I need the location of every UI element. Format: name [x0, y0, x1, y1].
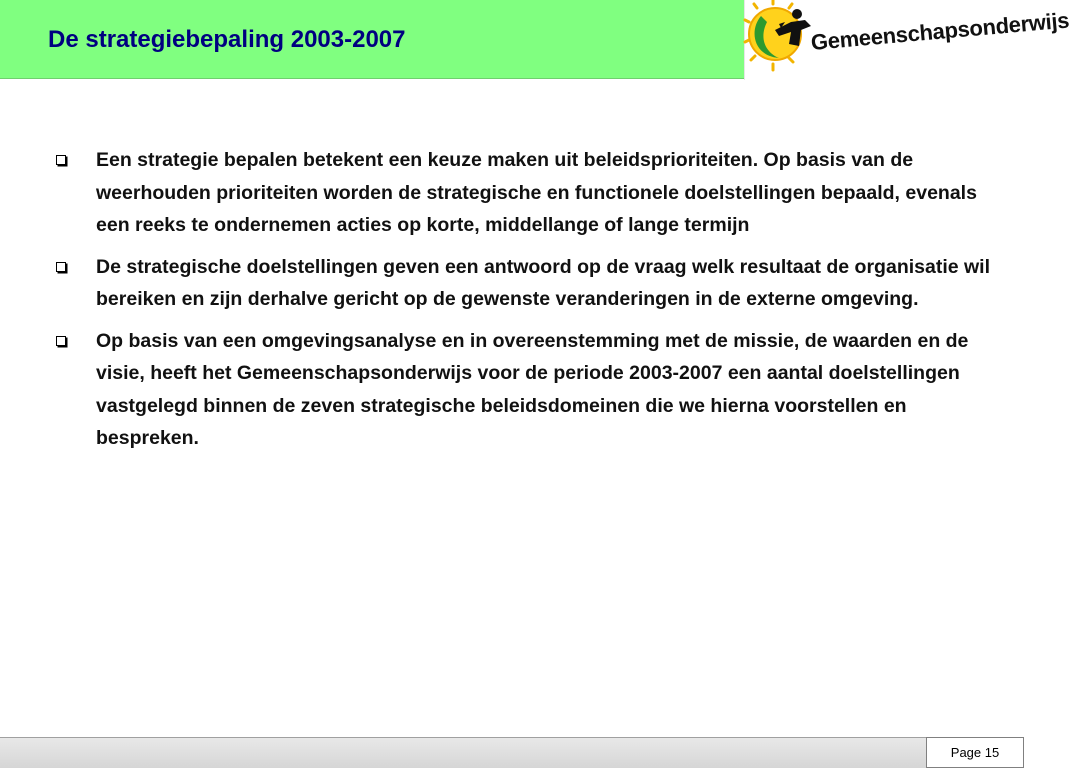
hollow-square-bullet-icon — [56, 336, 66, 346]
bullet-text: Op basis van een omgevingsanalyse en in overeenstemming met de missie, de waarden en de visie, heeft het Gemeenschapsonderwijs voor de periode 2003-2007 een aantal doelstellingen vastgelegd binnen de zeven strategische beleidsdomeinen die we hierna voorstellen en bespreken. — [96, 329, 969, 449]
list-item — [54, 251, 994, 316]
bullet-text: Een strategie bepalen betekent een keuze maken uit beleidsprioriteiten. Op basis van de weerhouden prioriteiten worden de strategische en functionele doelstellingen bepaald, evenals een reeks te ondernemen acties op korte, middellange of lange termijn — [96, 149, 977, 236]
title-bar — [0, 0, 744, 79]
logo-wordmark: Gemeenschapsonderwijs — [809, 7, 1070, 55]
bullet-text: De strategische doelstellingen geven een antwoord op de vraag welk resultaat de organisatie wil bereiken en zijn derhalve gericht op de gewenste veranderingen in de externe omgeving. — [96, 255, 991, 310]
list-item — [54, 325, 994, 455]
list-item — [54, 144, 994, 242]
logo — [744, 0, 1070, 80]
page-number: Page 15 — [950, 745, 1000, 760]
hollow-square-bullet-icon — [56, 262, 66, 272]
page-title: De strategiebepaling 2003-2007 — [48, 26, 406, 53]
hollow-square-bullet-icon — [56, 155, 66, 165]
bullet-list — [54, 144, 994, 464]
page-number-box — [926, 737, 1024, 768]
footer-bar — [0, 737, 1024, 768]
